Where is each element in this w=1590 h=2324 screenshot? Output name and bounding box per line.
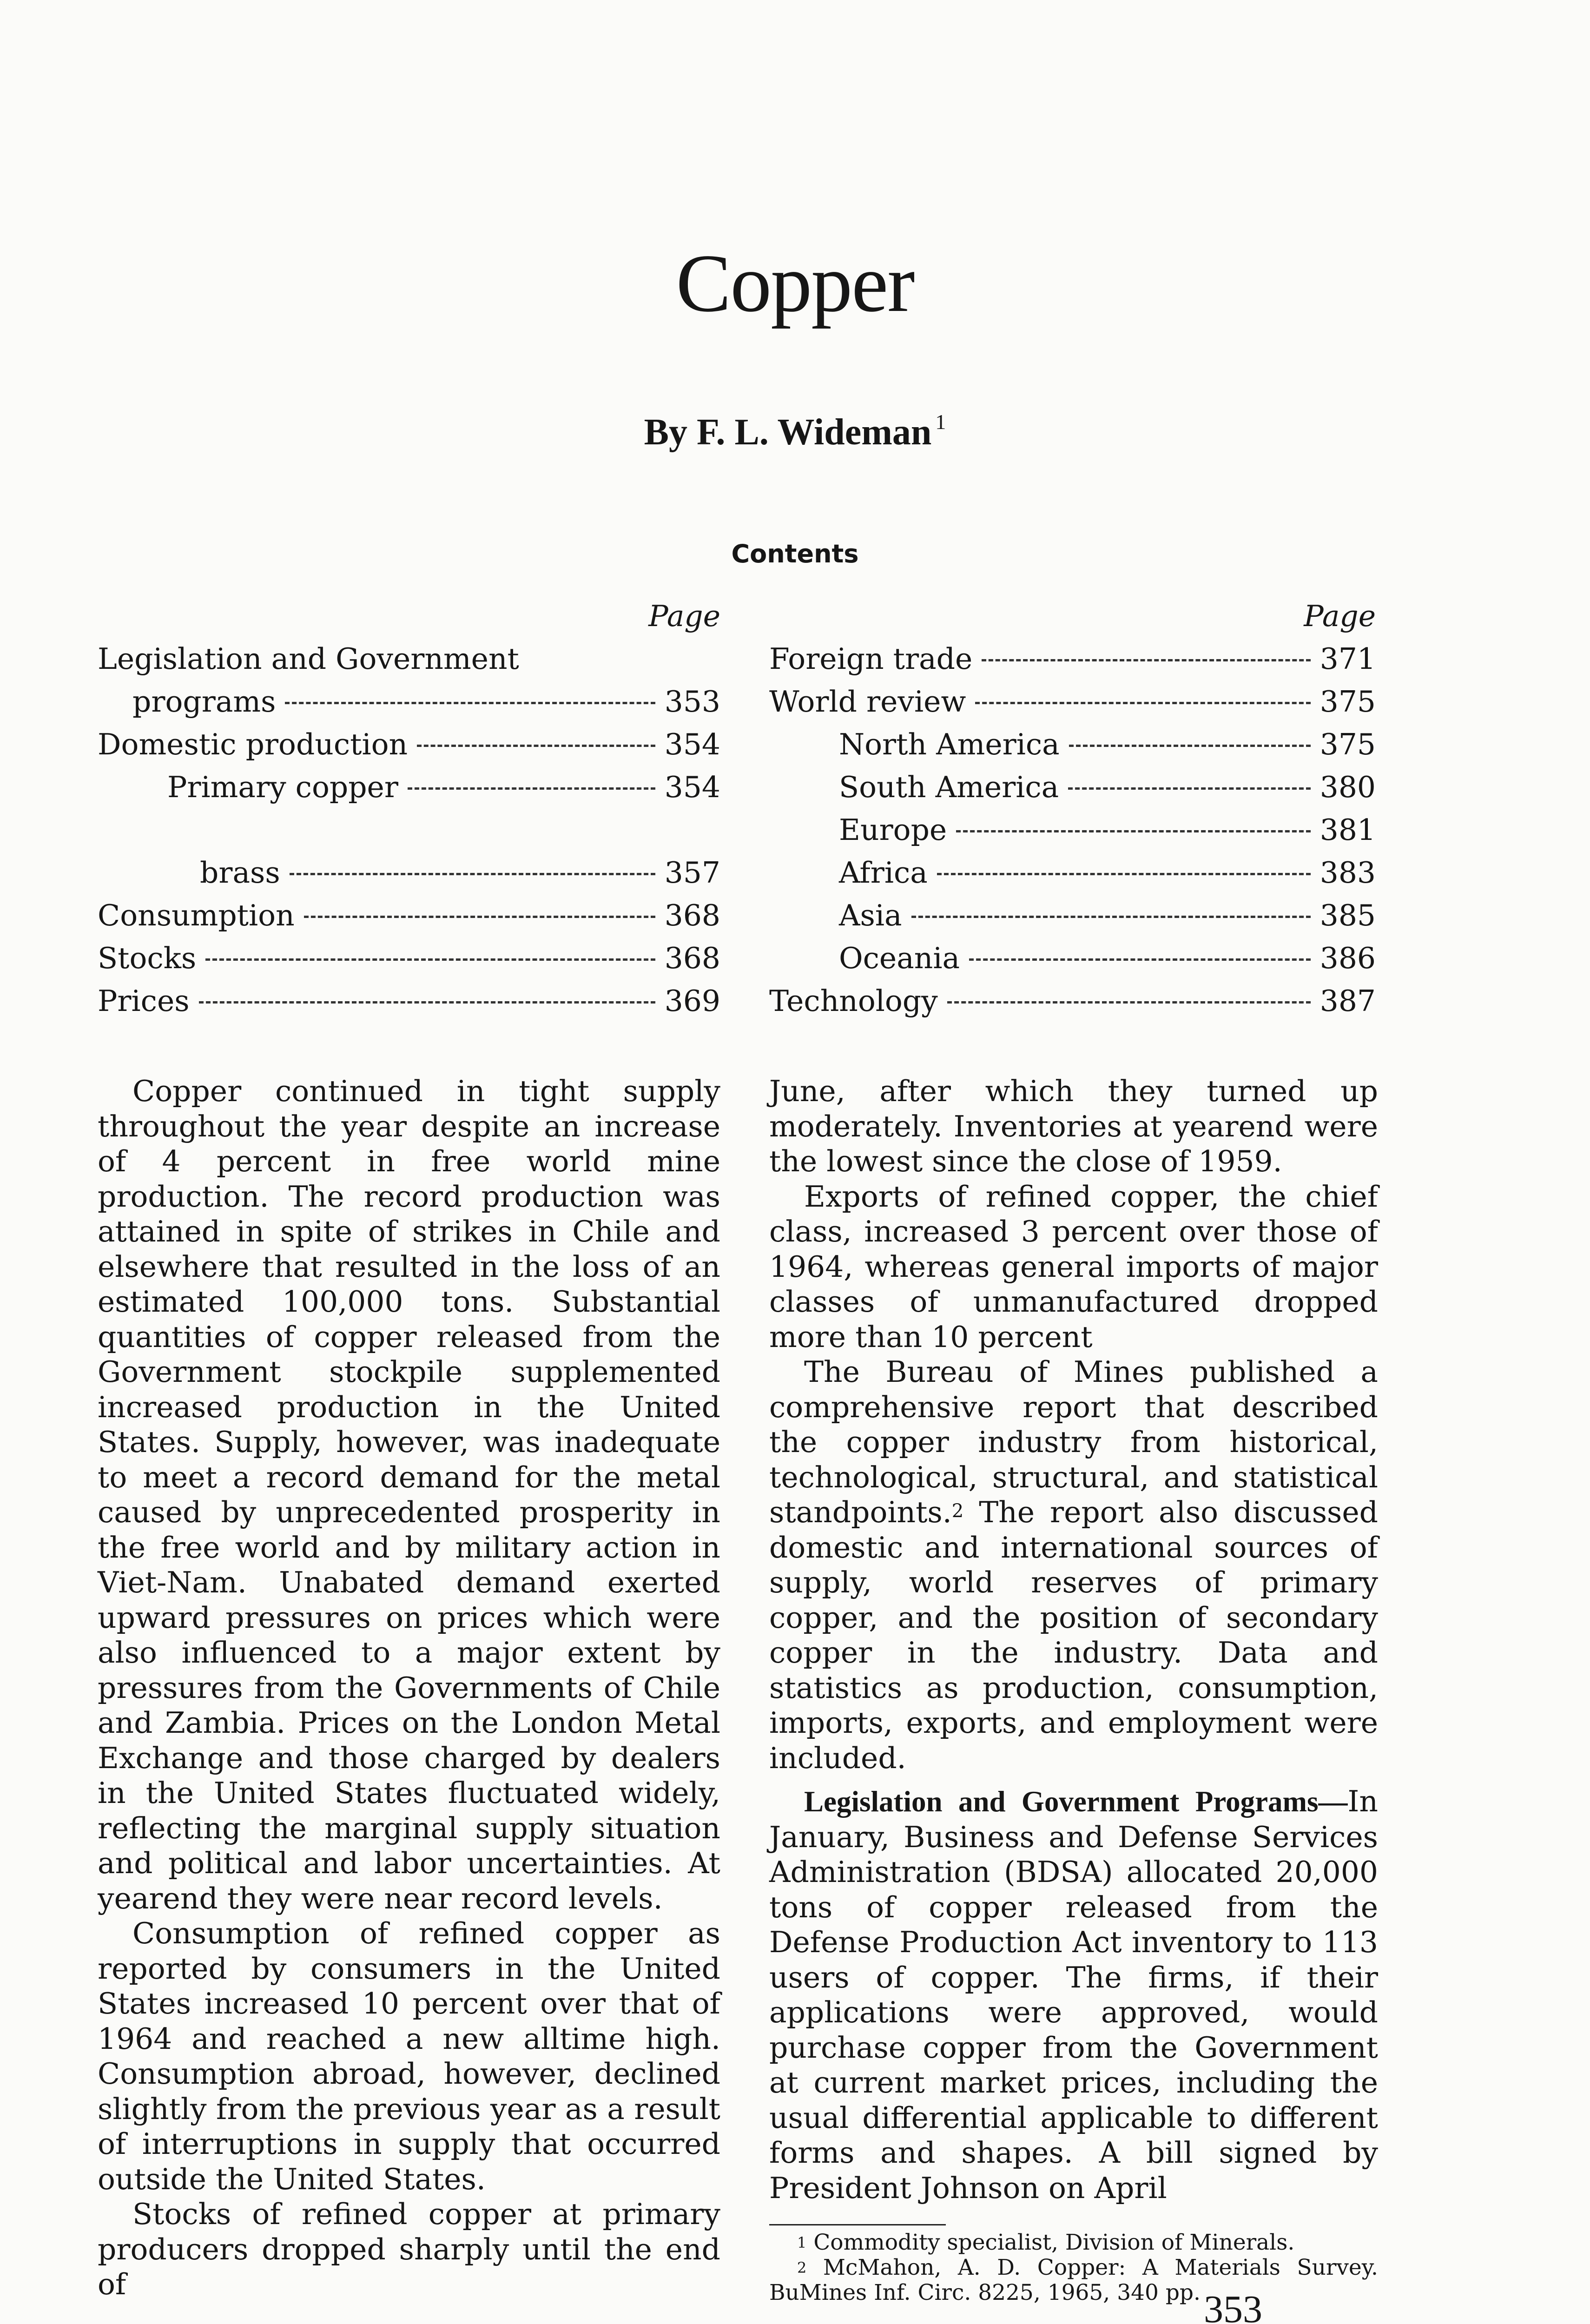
page-number: 353	[1204, 2288, 1262, 2324]
section-heading: Legislation and Government Programs—	[804, 1785, 1348, 1818]
body-paragraph: Consumption of refined copper as reported by consumers in the United States increased 10 percent over that of 1964 and reached a new alltime high. Consumption abroad, however, declined slightly from the previous year as a result of interruptions in supply that occurred outside the United States.	[98, 1916, 720, 2196]
toc-entry[interactable]: Asia 385	[839, 898, 1376, 932]
body-left-column	[98, 1074, 720, 2302]
toc-entry[interactable]: Technology 387	[769, 984, 1376, 1018]
toc-blank-line	[98, 809, 720, 852]
body-right-column	[769, 1074, 1378, 2305]
toc-entry[interactable]: Oceania 386	[839, 941, 1376, 975]
toc-entry[interactable]: Europe 381	[839, 813, 1376, 847]
footnote: $^1$ Commodity specialist, Division of Minerals.	[797, 2230, 1295, 2255]
toc-entry[interactable]: South America 380	[839, 770, 1376, 804]
page-title: Copper	[676, 237, 914, 329]
footnote-rule	[769, 2224, 946, 2225]
contents-heading: Contents	[731, 539, 859, 568]
body-paragraph: June, after which they turned up moderately. Inventories at yearend were the lowest since the close of 1959.	[769, 1074, 1378, 1178]
footnote-ref[interactable]: 2	[951, 1500, 964, 1522]
toc-entry[interactable]: brass 357	[200, 856, 720, 890]
toc-entry[interactable]: Legislation and Government	[98, 642, 519, 676]
toc-page-label: Page	[648, 599, 720, 633]
body-paragraph: Copper continued in tight supply throughout the year despite an increase of 4 percent in free world mine production. The record production was attained in spite of strikes in Chile and elsewhere that resulted in the loss of an estimated 100,000 tons. Substantial quantities of copper released from the Government stockpile supplemented increased production in the United States. Supply, however, was inadequate to meet a record demand for the metal caused by unprecedented prosperity in the free world and by military action in Viet-Nam. Unabated demand exerted upward pressures on prices which were also influenced to a major extent by pressures from the Governments of Chile and Zambia. Prices on the London Metal Exchange and those charged by dealers in the United States fluctuated widely, reflecting the marginal supply situation and political and labor uncertainties. At yearend they were near record levels.	[98, 1074, 720, 1915]
toc-page-label: Page	[1304, 599, 1376, 633]
body-paragraph: Stocks of refined copper at primary producers dropped sharply until the end of	[98, 2197, 720, 2301]
author-name: By F. L. Wideman	[644, 412, 932, 453]
body-paragraph: Exports of refined copper, the chief class, increased 3 percent over those of 1964, whereas general imports of major classes of unmanufactured dropped more than 10 percent	[769, 1179, 1378, 1354]
toc-entry[interactable]: programs 353	[132, 685, 720, 719]
toc-entry[interactable]: North America 375	[839, 727, 1376, 761]
toc-entry[interactable]: World review 375	[769, 685, 1376, 719]
toc-entry[interactable]: Prices 369	[98, 984, 720, 1018]
footnote: $^2$ McMahon, A. D. Copper: A Materials Survey. BuMines Inf. Circ. 8225, 1965, 340 pp.	[769, 2255, 1378, 2305]
toc-right-column	[769, 595, 1376, 1023]
toc-entry[interactable]: Africa 383	[839, 856, 1376, 890]
toc-entry[interactable]: Stocks 368	[98, 941, 720, 975]
toc-left-column	[98, 595, 720, 1023]
body-paragraph: The Bureau of Mines published a comprehensive report that described the copper industry from historical, technological, structural, and statistical standpoints.$^2$ The report also discussed domestic and international sources of supply, world reserves of primary copper, and the position of secondary copper in the industry. Data and statistics as production, consumption, imports, exports, and employment were included.	[769, 1355, 1378, 1775]
footnotes	[769, 2230, 1378, 2305]
byline-footnote-mark: 1	[935, 410, 946, 434]
toc-entry[interactable]: Consumption 368	[98, 898, 720, 932]
toc-entry[interactable]: Foreign trade 371	[769, 642, 1376, 676]
body-paragraph: Legislation and Government Programs—In January, Business and Defense Services Administration (BDSA) allocated 20,000 tons of copper released from the Defense Production Act inventory to 113 users of copper. The firms, if their applications were approved, would purchase copper from the Government at current market prices, including the usual differential applicable to different forms and shapes. A bill signed by President Johnson on April	[769, 1784, 1378, 2205]
toc-entry[interactable]: Domestic production 354	[98, 727, 720, 761]
toc-entry[interactable]: Primary copper 354	[167, 770, 720, 804]
author-byline	[0, 411, 1590, 454]
